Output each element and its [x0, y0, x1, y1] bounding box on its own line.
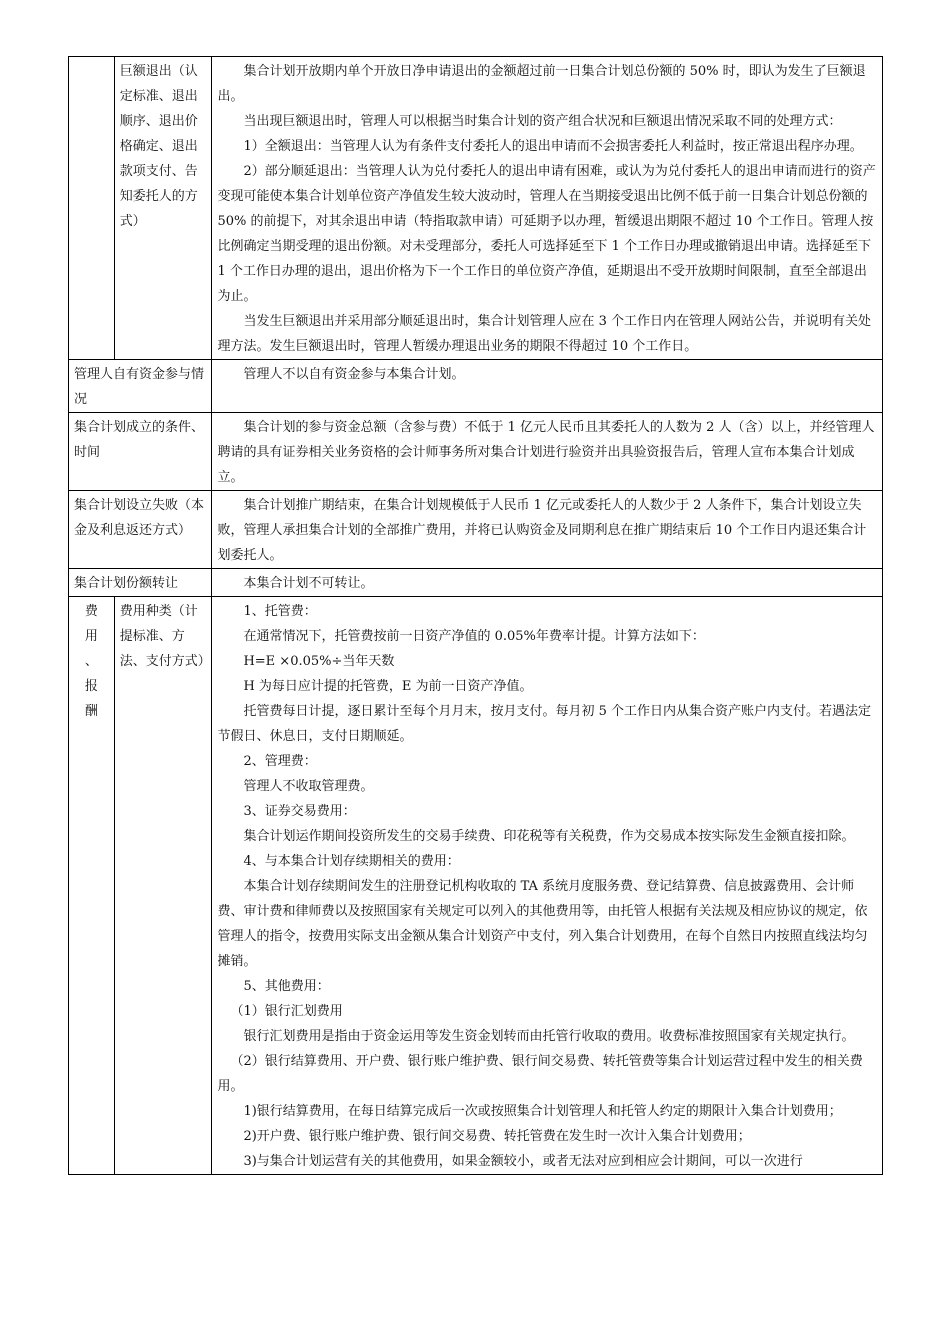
row-label-transfer: 集合计划份额转让: [69, 569, 212, 597]
table-row-fees: [69, 597, 883, 1175]
table-row-redemption: [69, 57, 883, 360]
section-char: 酬: [84, 704, 98, 719]
document-page: [68, 56, 883, 1175]
table-row-own-funds: [69, 360, 883, 413]
fee-line: （1）银行汇划费用: [230, 1004, 343, 1019]
paragraph: 集合计划开放期内单个开放日净申请退出的金额超过前一日集合计划总份额的 50% 时，即认为发生了巨额退出。: [217, 64, 866, 104]
fee-line: 托管费每日计提，逐日累计至每个月月末，按月支付。每月初 5 个工作日内从集合资产账户内支付。若遇法定节假日、休息日，支付日期顺延。: [217, 704, 871, 744]
section-char: 费: [84, 604, 98, 619]
row-content-failure: [212, 491, 883, 569]
table-row-transfer: [69, 569, 883, 597]
fee-line: 5、其他费用：: [243, 979, 330, 994]
row-content-transfer: [212, 569, 883, 597]
row-content-fees: [212, 597, 883, 1175]
fee-line: 3、证券交易费用：: [243, 804, 356, 819]
paragraph: 当出现巨额退出时，管理人可以根据当时集合计划的资产组合状况和巨额退出情况采取不同的处理方式：: [243, 114, 842, 129]
fee-line: H=E ×0.05%÷当年天数: [243, 654, 395, 669]
paragraph: 1）全额退出：当管理人认为有条件支付委托人的退出申请而不会损害委托人利益时，按正常退出程序办理。: [243, 139, 863, 154]
row-label-fees: 费用种类（计提标准、方法、支付方式）: [114, 597, 212, 1175]
row-content-redemption: [212, 57, 883, 360]
fee-line: 银行汇划费用是指由于资金运用等发生资金划转而由托管行收取的费用。收费标准按照国家有关规定执行。: [243, 1029, 855, 1044]
fee-line: 1)银行结算费用，在每日结算完成后一次或按照集合计划管理人和托管人约定的期限计入集合计划费用；: [243, 1104, 842, 1119]
fee-line: （2）银行结算费用、开户费、银行账户维护费、银行间交易费、转托管费等集合计划运营过程中发生的相关费用。: [217, 1054, 863, 1094]
fee-line: 2)开户费、银行账户维护费、银行间交易费、转托管费在发生时一次计入集合计划费用；: [243, 1129, 751, 1144]
section-char: 用: [84, 629, 98, 644]
table-row-failure: [69, 491, 883, 569]
fee-line: 本集合计划存续期间发生的注册登记机构收取的 TA 系统月度服务费、登记结算费、信息披露费用、会计师费、审计费和律师费以及按照国家有关规定可以列入的其他费用等，由托管人根据有关法规及相应协议的规定，依管理人的指令，按费用实际支出金额从集合计划资产中支付，列入集合计划费用，在每个自然日内按照直线法均匀摊销。: [217, 879, 868, 969]
row-label-establishment: 集合计划成立的条件、时间: [69, 413, 212, 491]
fee-line: 集合计划运作期间投资所发生的交易手续费、印花税等有关税费，作为交易成本按实际发生金额直接扣除。: [243, 829, 855, 844]
row-content-own-funds: [212, 360, 883, 413]
paragraph: 本集合计划不可转让。: [243, 576, 374, 591]
fee-line: 在通常情况下，托管费按前一日资产净值的 0.05%年费率计提。计算方法如下：: [243, 629, 705, 644]
fee-line: 3)与集合计划运营有关的其他费用，如果金额较小，或者无法对应到相应会计期间，可以一次进行: [243, 1154, 803, 1169]
fee-line: H 为每日应计提的托管费，E 为前一日资产净值。: [243, 679, 533, 694]
plan-terms-table: [68, 56, 883, 1175]
row-label-redemption: 巨额退出（认定标准、退出顺序、退出价格确定、退出款项支付、告知委托人的方式）: [114, 57, 212, 360]
fee-line: 管理人不收取管理费。: [243, 779, 374, 794]
table-row-establishment: [69, 413, 883, 491]
paragraph: 集合计划的参与资金总额（含参与费）不低于 1 亿元人民币且其委托人的人数为 2 人（含）以上，并经管理人聘请的具有证券相关业务资格的会计师事务所对集合计划进行验资并出具验资报告后，管理人宣布本集合计划成立。: [217, 420, 875, 485]
paragraph: 当发生巨额退出并采用部分顺延退出时，集合计划管理人应在 3 个工作日内在管理人网站公告，并说明有关处理方法。发生巨额退出时，管理人暂缓办理退出业务的期限不得超过 10 个工作日。: [217, 314, 871, 354]
row-label-failure: 集合计划设立失败（本金及利息返还方式）: [69, 491, 212, 569]
fee-line: 2、管理费：: [243, 754, 317, 769]
row-content-establishment: [212, 413, 883, 491]
paragraph: 管理人不以自有资金参与本集合计划。: [243, 367, 465, 382]
fee-line: 1、托管费：: [243, 604, 317, 619]
section-char: 报: [84, 679, 98, 694]
section-char: 、: [84, 654, 98, 669]
empty-section-cell: [69, 57, 115, 360]
fee-line: 4、与本集合计划存续期相关的费用：: [243, 854, 460, 869]
section-label-fees: [69, 597, 115, 1175]
paragraph: 集合计划推广期结束，在集合计划规模低于人民币 1 亿元或委托人的人数少于 2 人条件下，集合计划设立失败，管理人承担集合计划的全部推广费用，并将已认购资金及同期利息在推广期结束后 10 个工作日内退还集合计划委托人。: [217, 498, 867, 563]
row-label-own-funds: 管理人自有资金参与情况: [69, 360, 212, 413]
paragraph: 2）部分顺延退出：当管理人认为兑付委托人的退出申请有困难，或认为为兑付委托人的退出申请而进行的资产变现可能使本集合计划单位资产净值发生较大波动时，管理人在当期接受退出比例不低于前一日集合计划总份额的 50% 的前提下，对其余退出申请（特指取款申请）可延期予以办理，暂缓退出期限不超过 10 个工作日。管理人按比例确定当期受理的退出份额。对未受理部分，委托人可选择延至下 1 个工作日办理或撤销退出申请。选择延至下 1 个工作日办理的退出，退出价格为下一个工作日的单位资产净值，延期退出不受开放期时间限制，直至全部退出为止。: [217, 164, 876, 304]
